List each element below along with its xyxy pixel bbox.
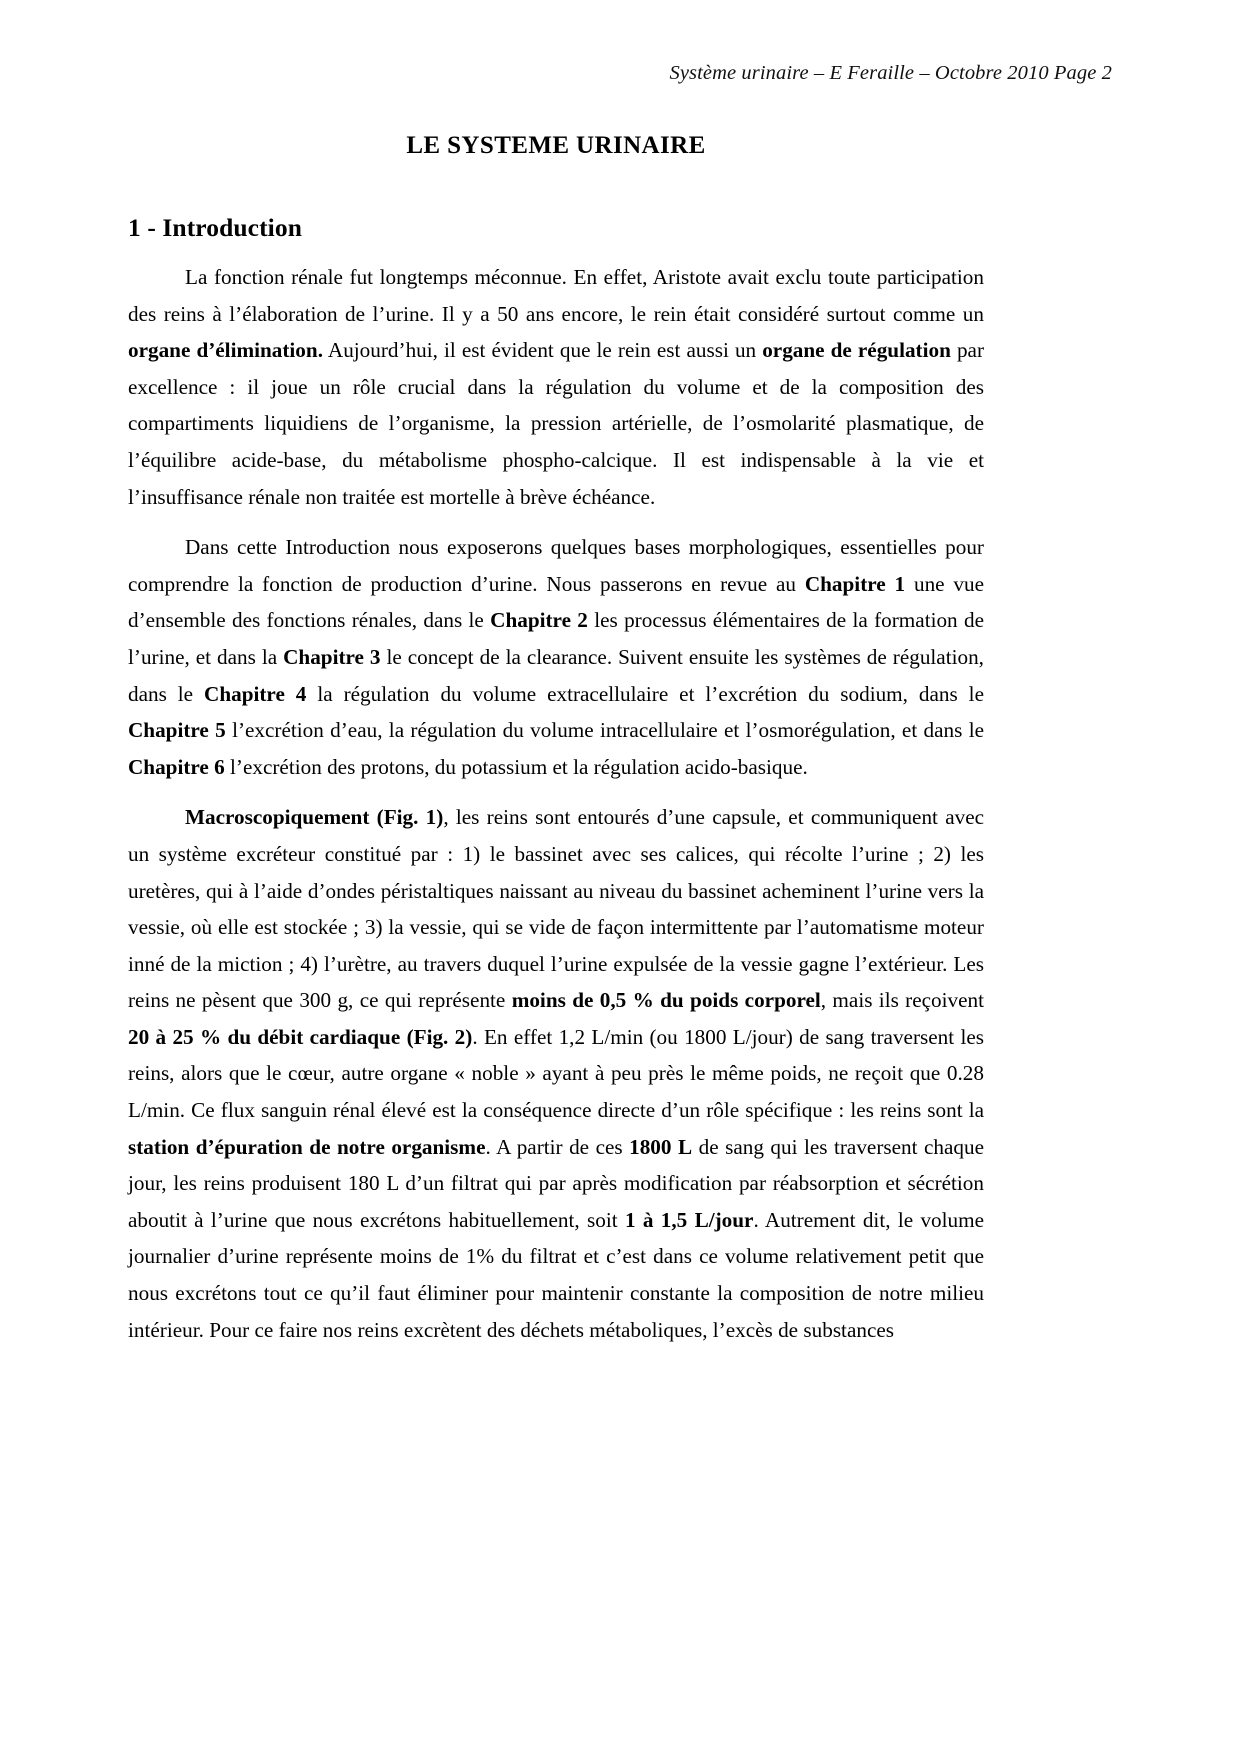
par1-bold-organe-regulation: organe de régulation	[762, 338, 951, 363]
par2-bold-chapitre-2: Chapitre 2	[490, 608, 588, 633]
document-content	[128, 118, 984, 1348]
par1-segment-1: La fonction rénale fut longtemps méconnue. En effet, Aristote avait exclu toute participation des reins à l’élaboration de l’urine. Il y a 50 ans encore, le rein était considéré surtout comme un	[128, 265, 984, 326]
par1-segment-3: par excellence : il joue un rôle crucial dans la régulation du volume et de la composition des compartiments liquidiens de l’organisme, la pression artérielle, de l’osmolarité plasmatique, de l’équilibre acide-base, du métabolisme phospho-calcique. Il est indispensable à la vie et l’insuffisance rénale non traitée est mortelle à brève échéance.	[128, 338, 985, 509]
par3-segment-2: , mais ils reçoivent	[820, 988, 984, 1013]
par2-segment-3: les processus élémentaires de la formation de l’urine, et dans la	[128, 608, 984, 669]
par2-bold-chapitre-4: Chapitre 4	[204, 681, 307, 706]
par1-segment-2: Aujourd’hui, il est évident que le rein est aussi un	[323, 338, 763, 363]
paragraph-3	[128, 799, 984, 1348]
par2-segment-7: l’excrétion des protons, du potassium et la régulation acido-basique.	[224, 754, 808, 779]
par2-bold-chapitre-3: Chapitre 3	[283, 644, 381, 669]
par3-bold-moins-de-05-pourcent: moins de 0,5 % du poids corporel	[511, 988, 821, 1013]
par3-bold-1-a-15-l-jour: 1 à 1,5 L/jour	[624, 1207, 754, 1232]
par2-segment-5: la régulation du volume extracellulaire et l’excrétion du sodium, dans le	[306, 681, 984, 706]
par2-bold-chapitre-6: Chapitre 6	[128, 754, 225, 779]
par3-segment-6: . Autrement dit, le volume journalier d’urine représente moins de 1% du filtrat et c’est dans ce volume relativement petit que nous excrétons tout ce qu’il faut éliminer pour maintenir constante la composition de notre milieu intérieur. Pour ce faire nos reins excrètent des déchets métaboliques, l’excès de substances	[128, 1207, 984, 1342]
par1-bold-organe-elimination: organe d’élimination.	[128, 338, 323, 363]
par2-segment-1: Dans cette Introduction nous exposerons quelques bases morphologiques, essentielles pour comprendre la fonction de production d’urine. Nous passerons en revue au	[128, 535, 984, 596]
par3-segment-3: . En effet 1,2 L/min (ou 1800 L/jour) de sang traversent les reins, alors que le cœur, autre organe « noble » ayant à peu près le même poids, ne reçoit que 0.28 L/min. Ce flux sanguin rénal élevé est la conséquence directe d’un rôle spécifique : les reins sont la	[128, 1024, 984, 1123]
document-title: LE SYSTEME URINAIRE	[406, 132, 706, 159]
par3-bold-station-epuration: station d’épuration de notre organisme	[128, 1134, 486, 1159]
par2-segment-4: le concept de la clearance. Suivent ensuite les systèmes de régulation, dans le	[128, 644, 984, 706]
par2-segment-2: une vue d’ensemble des fonctions rénales, dans le	[128, 571, 985, 633]
par3-segment-1: , les reins sont entourés d’une capsule, et communiquent avec un système excréteur constitué par : 1) le bassinet avec ses calices, qui récolte l’urine ; 2) les uretères, qui à l’aide d’ondes péristaltiques naissant au niveau du bassinet acheminent l’urine vers la vessie, où elle est stockée ; 3) la vessie, qui se vide de façon intermittente par l’automatisme moteur inné de la miction ; 4) l’urètre, au travers duquel l’urine expulsée de la vessie gagne l’extérieur. Les reins ne pèsent que 300 g, ce qui représente	[128, 805, 985, 1013]
par3-bold-macroscopiquement: Macroscopiquement (Fig. 1)	[185, 805, 444, 830]
section-heading-introduction: 1 - Introduction	[128, 213, 302, 242]
running-header: Système urinaire – E Feraille – Octobre 2010 Page 2	[669, 62, 1112, 84]
par3-bold-debit-cardiaque: 20 à 25 % du débit cardiaque (Fig. 2)	[128, 1024, 473, 1049]
par3-bold-1800-l: 1800 L	[629, 1134, 693, 1159]
par2-segment-6: l’excrétion d’eau, la régulation du volume intracellulaire et l’osmorégulation, et dans le	[225, 718, 984, 743]
par3-segment-4: . A partir de ces	[485, 1134, 630, 1159]
paragraph-2	[128, 529, 984, 785]
par2-bold-chapitre-1: Chapitre 1	[804, 571, 906, 596]
par2-bold-chapitre-5: Chapitre 5	[128, 718, 226, 743]
par3-segment-5: de sang qui les traversent chaque jour, les reins produisent 180 L d’un filtrat qui par après modification par réabsorption et sécrétion aboutit à l’urine que nous excrétons habituellement, soit	[128, 1134, 984, 1232]
paragraph-1	[128, 259, 984, 515]
